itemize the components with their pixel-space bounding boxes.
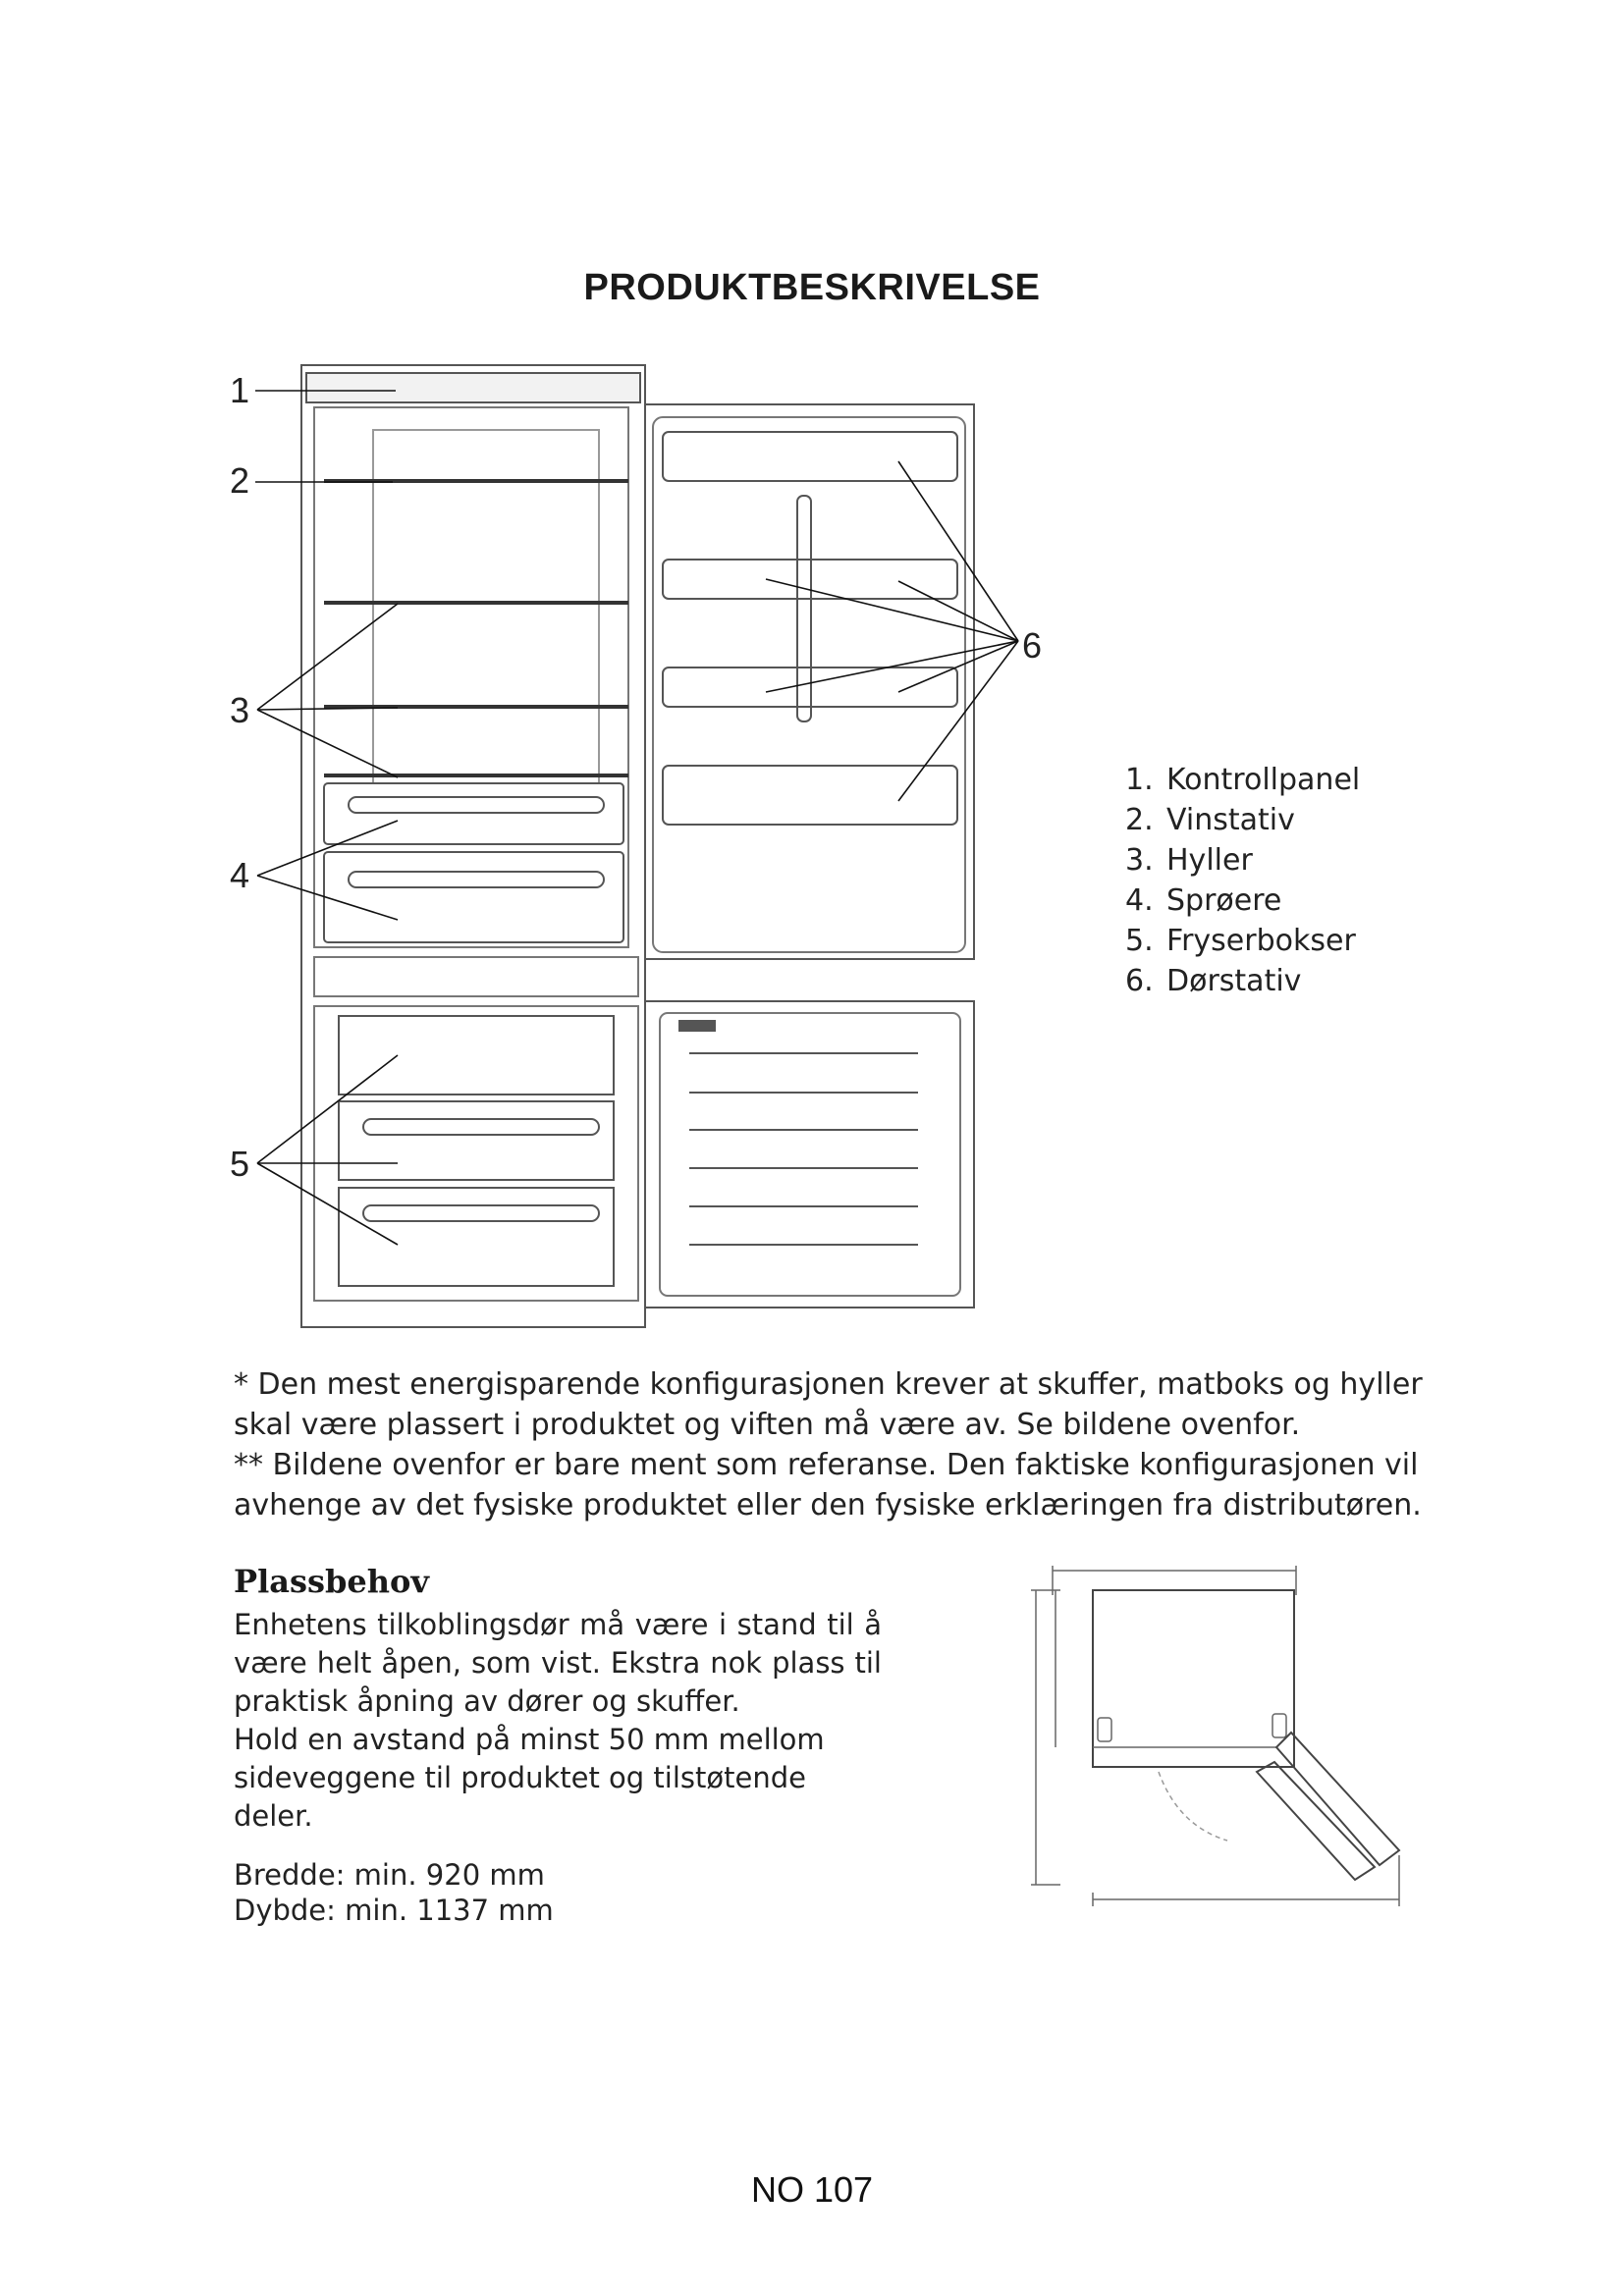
page-title: PRODUKTBESKRIVELSE [583, 267, 1041, 308]
min-depth: Dybde: min. 1137 mm [234, 1894, 554, 1927]
freezer-drawer [339, 1188, 614, 1286]
callout-4: 4 [230, 855, 250, 895]
min-width: Bredde: min. 920 mm [234, 1858, 545, 1892]
freezer-door [645, 1001, 974, 1308]
door-rack [663, 766, 957, 825]
door-rack [663, 432, 957, 481]
callout-6: 6 [1022, 625, 1043, 666]
cabinet-top-view [1093, 1590, 1294, 1767]
legend-item: 6. Dørstativ [1125, 964, 1302, 998]
clearance-diagram [1031, 1561, 1424, 1914]
freezer-drawer [339, 1101, 614, 1180]
callout-2: 2 [230, 460, 250, 501]
fridge-door [645, 404, 974, 959]
callout-1: 1 [230, 370, 250, 410]
legend-item: 4. Sprøere [1125, 883, 1282, 918]
legend-item: 3. Hyller [1125, 843, 1253, 878]
parts-legend [1125, 760, 1360, 1001]
note-reference: ** Bildene ovenfor er bare ment som referanse. Den faktiske konfigurasjonen vil avhenge av det fysiske produktet eller den fysiske erklæringen fra distributøren. [234, 1448, 1422, 1522]
control-panel [306, 373, 640, 402]
space-paragraph-gap: Hold en avstand på minst 50 mm mellom sideveggene til produktet og tilstøtende deler. [234, 1723, 825, 1833]
callout-5: 5 [230, 1144, 250, 1184]
legend-item: 1. Kontrollpanel [1125, 763, 1361, 797]
freezer-drawer [339, 1016, 614, 1095]
note-energy: * Den mest energisparende konfigurasjonen krever at skuffer, matboks og hyller skal være plassert i produktet og viften må være av. Se bildene ovenfor. [234, 1367, 1423, 1442]
page-number: NO 107 [750, 2169, 874, 2210]
configuration-notes [234, 1364, 1451, 1525]
callout-3: 3 [230, 690, 250, 730]
crisper-drawer [324, 852, 623, 942]
legend-item: 2. Vinstativ [1125, 803, 1295, 837]
space-requirements-text [234, 1606, 882, 1928]
cabinet-outline [301, 365, 645, 1327]
space-paragraph-door: Enhetens tilkoblingsdør må være i stand til å være helt åpen, som vist. Ekstra nok plass til praktisk åpning av dører og skuffer. [234, 1608, 882, 1718]
legend-item: 5. Fryserbokser [1125, 924, 1356, 958]
space-requirements-heading: Plassbehov [234, 1563, 429, 1600]
